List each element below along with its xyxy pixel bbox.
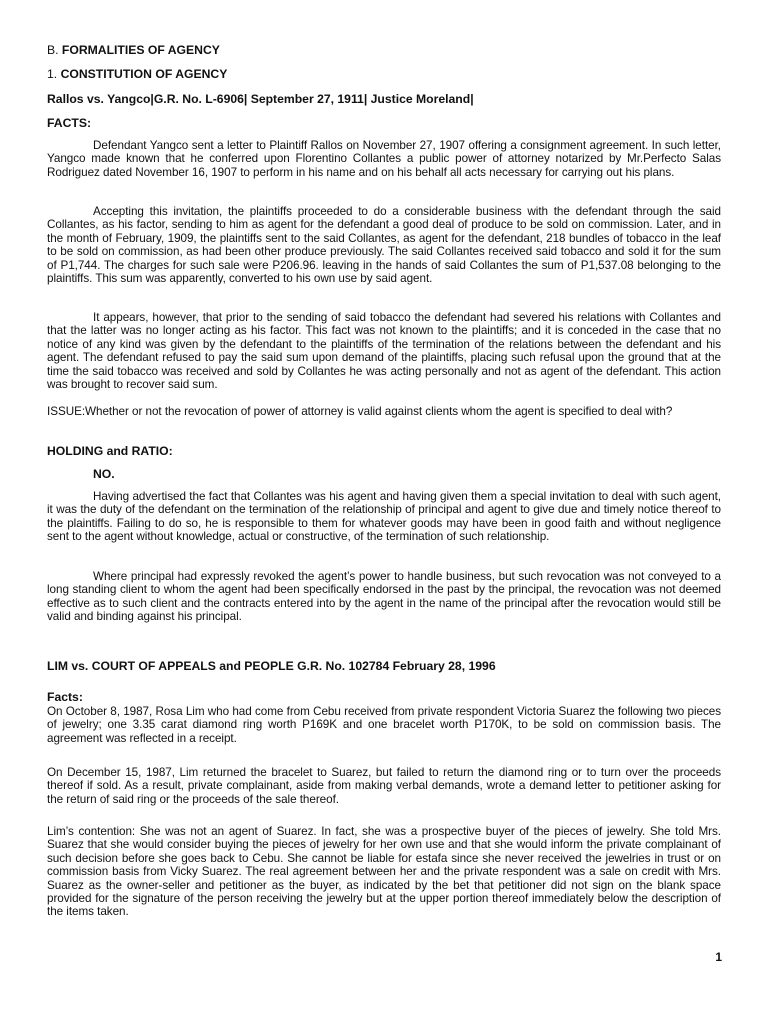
section-title: FORMALITIES OF AGENCY [61, 43, 220, 57]
facts-paragraph: On December 15, 1987, Lim returned the bracelet to Suarez, but failed to return the diamond ring or to turn over the proceeds thereof if sold. As a result, private complainant, aside from making verbal demands, wrote a demand letter to petitioner asking for the return of said ring or the proceeds of the sale thereof. [47, 766, 721, 806]
holding-answer: NO. [93, 467, 115, 481]
case-title: Rallos vs. Yangco|G.R. No. L-6906| September 27, 1911| Justice Moreland| [47, 92, 474, 106]
ratio-paragraph: Where principal had expressly revoked the agent’s power to handle business, but such revocation was not conveyed to a long standing client to whom the agent had been specifically endorsed in the past by the principal, the revocation was not deemed effective as to such client and the contracts entered into by the agent in the name of the principal after the revocation would still be valid and binding against his principal. [47, 570, 721, 624]
facts-paragraph: On October 8, 1987, Rosa Lim who had come from Cebu received from private respondent Victoria Suarez the following two pieces of jewelry; one 3.35 carat diamond ring worth P169K and one bracelet worth P170K, to be sold on commission basis. The agreement was reflected in a receipt. [47, 705, 721, 745]
facts-paragraph: It appears, however, that prior to the sending of said tobacco the defendant had severed his relations with Collantes and that the latter was no longer acting as his factor. This fact was not known to the plaintiffs; and it is conceded in the case that no notice of any kind was given by the defendant to the plaintiffs of the termination of the relations between the defendant and his agent. The defendant refused to pay the said sum upon demand of the plaintiffs, placing such refusal upon the ground that at the time the said tobacco was received and sold by Collantes he was acting personally and not as agent of the defendant. This action was brought to recover said sum. [47, 311, 721, 392]
page-number: 1 [715, 950, 722, 964]
facts-label: Facts: [47, 690, 83, 704]
subsection-number: 1. [47, 67, 58, 81]
section-letter: B. [47, 43, 59, 57]
subsection-heading [47, 67, 721, 81]
holding-label: HOLDING and RATIO: [47, 444, 173, 458]
case-title: LIM vs. COURT OF APPEALS and PEOPLE G.R. No. 102784 February 28, 1996 [47, 659, 496, 673]
facts-paragraph: Accepting this invitation, the plaintiffs proceeded to do a considerable business with the defendant through the said Collantes, as his factor, sending to him as agent for the defendant a good deal of produce to be sold on commission. Later, and in the month of February, 1909, the plaintiffs sent to the said Collantes, as agent for the defendant, 218 bundles of tobacco in the leaf to be sold on commission, as had been other produce previously. The said Collantes received said tobacco and sold it for the sum of P1,744. The charges for such sale were P206.96. leaving in the hands of said Collantes the sum of P1,537.08 belonging to the plaintiffs. This sum was apparently, converted to his own use by said agent. [47, 205, 721, 286]
facts-paragraph: Lim’s contention: She was not an agent of Suarez. In fact, she was a prospective buyer of the pieces of jewelry. She told Mrs. Suarez that she would consider buying the pieces of jewelry for her own use and that she would inform the private complainant of such decision before she goes back to Cebu. She cannot be liable for estafa since she never received the jewelries in trust or on commission basis from Vicky Suarez. The real agreement between her and the private respondent was a sale on credit with Mrs. Suarez as the owner-seller and petitioner as the buyer, as indicated by the bet that petitioner did not sign on the blank space provided for the signature of the person receiving the jewelry but at the upper portion thereof immediately below the description of the items taken. [47, 825, 721, 919]
ratio-paragraph: Having advertised the fact that Collantes was his agent and having given them a special invitation to deal with such agent, it was the duty of the defendant on the termination of the relationship of principal and agent to give due and timely notice thereof to the plaintiffs. Failing to do so, he is responsible to them for whatever goods may have been in good faith and without negligence sent to the agent without knowledge, actual or constructive, of the termination of such relationship. [47, 490, 721, 544]
issue-paragraph: ISSUE:Whether or not the revocation of power of attorney is valid against clients whom the agent is specified to deal with? [47, 405, 673, 418]
facts-paragraph: Defendant Yangco sent a letter to Plaintiff Rallos on November 27, 1907 offering a consignment agreement. In such letter, Yangco made known that he conferred upon Florentino Collantes a public power of attorney notarized by Mr.Perfecto Salas Rodriguez dated November 16, 1907 to perform in his name and on his behalf all acts necessary for carrying out his plans. [47, 139, 721, 179]
subsection-title: CONSTITUTION OF AGENCY [60, 67, 228, 81]
facts-label: FACTS: [47, 116, 92, 130]
section-heading [47, 43, 721, 57]
